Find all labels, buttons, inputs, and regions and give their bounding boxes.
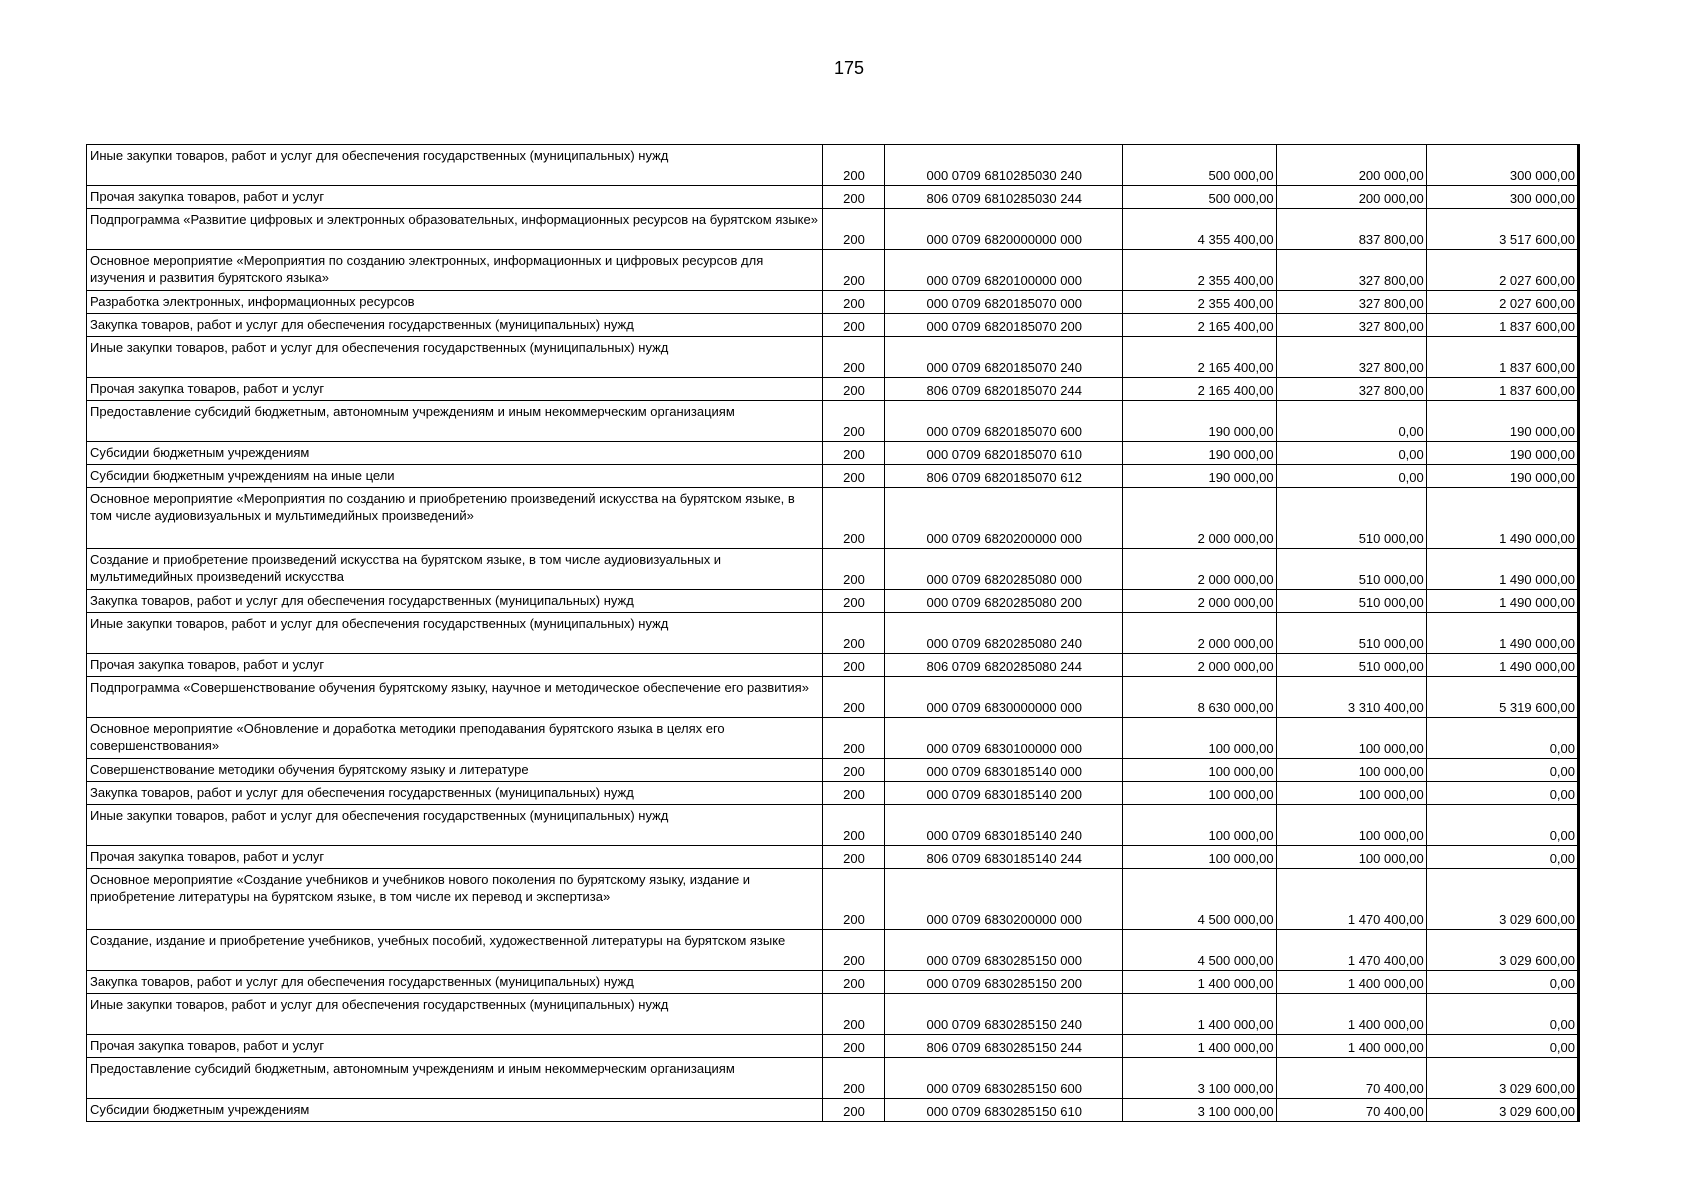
row-name-cell: Закупка товаров, работ и услуг для обеспечения государственных (муниципальных) нужд <box>87 590 823 613</box>
row-budget-code-cell: 000 0709 6830185140 240 <box>885 805 1123 846</box>
row-value-3-cell: 0,00 <box>1426 805 1578 846</box>
row-value-2-cell: 0,00 <box>1276 401 1426 442</box>
row-name-cell: Основное мероприятие «Создание учебников и учебников нового поколения по бурятскому языку, издание и приобретение литературы на бурятском языке, в том числе их перевод и экспертиза» <box>87 869 823 930</box>
row-admin-code-cell: 200 <box>822 846 884 869</box>
budget-table-body <box>87 145 1579 1122</box>
row-budget-code-cell: 806 0709 6820185070 612 <box>885 465 1123 488</box>
table-row <box>87 654 1579 677</box>
row-value-3-cell: 1 490 000,00 <box>1426 488 1578 549</box>
row-value-1-cell: 2 000 000,00 <box>1123 654 1276 677</box>
row-name-cell: Закупка товаров, работ и услуг для обеспечения государственных (муниципальных) нужд <box>87 782 823 805</box>
row-budget-code-cell: 000 0709 6820000000 000 <box>885 209 1123 250</box>
row-admin-code-cell: 200 <box>822 314 884 337</box>
row-admin-code-cell: 200 <box>822 654 884 677</box>
table-row <box>87 337 1579 378</box>
row-value-3-cell: 1 490 000,00 <box>1426 590 1578 613</box>
row-name-cell: Субсидии бюджетным учреждениям <box>87 442 823 465</box>
row-name-cell: Иные закупки товаров, работ и услуг для обеспечения государственных (муниципальных) нужд <box>87 613 823 654</box>
table-row <box>87 250 1579 291</box>
row-name-cell: Иные закупки товаров, работ и услуг для обеспечения государственных (муниципальных) нужд <box>87 994 823 1035</box>
table-row <box>87 677 1579 718</box>
row-value-2-cell: 100 000,00 <box>1276 846 1426 869</box>
table-row <box>87 782 1579 805</box>
row-admin-code-cell: 200 <box>822 759 884 782</box>
row-admin-code-cell: 200 <box>822 488 884 549</box>
row-value-2-cell: 1 400 000,00 <box>1276 994 1426 1035</box>
row-value-2-cell: 327 800,00 <box>1276 250 1426 291</box>
row-value-2-cell: 510 000,00 <box>1276 654 1426 677</box>
row-admin-code-cell: 200 <box>822 971 884 994</box>
row-budget-code-cell: 000 0709 6830285150 000 <box>885 930 1123 971</box>
row-value-3-cell: 3 517 600,00 <box>1426 209 1578 250</box>
row-admin-code-cell: 200 <box>822 465 884 488</box>
row-budget-code-cell: 000 0709 6820185070 600 <box>885 401 1123 442</box>
row-admin-code-cell: 200 <box>822 718 884 759</box>
row-budget-code-cell: 000 0709 6830185140 200 <box>885 782 1123 805</box>
row-admin-code-cell: 200 <box>822 930 884 971</box>
row-value-1-cell: 3 100 000,00 <box>1123 1058 1276 1099</box>
row-value-2-cell: 510 000,00 <box>1276 488 1426 549</box>
row-value-1-cell: 190 000,00 <box>1123 401 1276 442</box>
table-row <box>87 759 1579 782</box>
row-budget-code-cell: 000 0709 6830285150 600 <box>885 1058 1123 1099</box>
row-admin-code-cell: 200 <box>822 291 884 314</box>
row-value-3-cell: 0,00 <box>1426 971 1578 994</box>
row-value-1-cell: 1 400 000,00 <box>1123 994 1276 1035</box>
table-row <box>87 994 1579 1035</box>
row-value-3-cell: 3 029 600,00 <box>1426 1099 1578 1122</box>
row-value-1-cell: 3 100 000,00 <box>1123 1099 1276 1122</box>
row-value-3-cell: 3 029 600,00 <box>1426 1058 1578 1099</box>
row-value-1-cell: 8 630 000,00 <box>1123 677 1276 718</box>
row-value-2-cell: 1 400 000,00 <box>1276 1035 1426 1058</box>
row-budget-code-cell: 000 0709 6820100000 000 <box>885 250 1123 291</box>
row-admin-code-cell: 200 <box>822 613 884 654</box>
row-value-2-cell: 0,00 <box>1276 442 1426 465</box>
row-budget-code-cell: 000 0709 6830100000 000 <box>885 718 1123 759</box>
table-row <box>87 718 1579 759</box>
row-name-cell: Иные закупки товаров, работ и услуг для обеспечения государственных (муниципальных) нужд <box>87 805 823 846</box>
row-value-3-cell: 1 490 000,00 <box>1426 613 1578 654</box>
row-value-1-cell: 2 000 000,00 <box>1123 549 1276 590</box>
row-value-3-cell: 0,00 <box>1426 782 1578 805</box>
row-budget-code-cell: 000 0709 6820185070 000 <box>885 291 1123 314</box>
row-admin-code-cell: 200 <box>822 442 884 465</box>
row-value-2-cell: 837 800,00 <box>1276 209 1426 250</box>
row-name-cell: Основное мероприятие «Мероприятия по созданию электронных, информационных и цифровых ресурсов для изучения и развития бурятского языка» <box>87 250 823 291</box>
row-value-1-cell: 2 000 000,00 <box>1123 488 1276 549</box>
row-name-cell: Подпрограмма «Совершенствование обучения бурятскому языку, научное и методическое обеспечение его развития» <box>87 677 823 718</box>
row-value-1-cell: 2 165 400,00 <box>1123 378 1276 401</box>
row-value-2-cell: 327 800,00 <box>1276 378 1426 401</box>
row-value-2-cell: 1 400 000,00 <box>1276 971 1426 994</box>
row-name-cell: Разработка электронных, информационных ресурсов <box>87 291 823 314</box>
row-value-3-cell: 3 029 600,00 <box>1426 869 1578 930</box>
row-value-3-cell: 2 027 600,00 <box>1426 291 1578 314</box>
table-row <box>87 846 1579 869</box>
row-budget-code-cell: 806 0709 6810285030 244 <box>885 186 1123 209</box>
table-row <box>87 1035 1579 1058</box>
row-budget-code-cell: 000 0709 6830285150 610 <box>885 1099 1123 1122</box>
row-value-1-cell: 100 000,00 <box>1123 805 1276 846</box>
row-value-1-cell: 190 000,00 <box>1123 465 1276 488</box>
row-budget-code-cell: 000 0709 6830185140 000 <box>885 759 1123 782</box>
row-value-3-cell: 0,00 <box>1426 718 1578 759</box>
row-value-1-cell: 100 000,00 <box>1123 782 1276 805</box>
row-value-2-cell: 510 000,00 <box>1276 613 1426 654</box>
row-value-2-cell: 200 000,00 <box>1276 186 1426 209</box>
table-row <box>87 1099 1579 1122</box>
row-value-3-cell: 0,00 <box>1426 759 1578 782</box>
row-budget-code-cell: 000 0709 6830200000 000 <box>885 869 1123 930</box>
row-value-3-cell: 0,00 <box>1426 1035 1578 1058</box>
row-value-1-cell: 1 400 000,00 <box>1123 971 1276 994</box>
row-budget-code-cell: 000 0709 6820285080 240 <box>885 613 1123 654</box>
table-row <box>87 930 1579 971</box>
table-row <box>87 1058 1579 1099</box>
row-name-cell: Основное мероприятие «Обновление и доработка методики преподавания бурятского языка в целях его совершенствования» <box>87 718 823 759</box>
row-name-cell: Иные закупки товаров, работ и услуг для обеспечения государственных (муниципальных) нужд <box>87 337 823 378</box>
row-value-3-cell: 300 000,00 <box>1426 145 1578 186</box>
row-name-cell: Создание, издание и приобретение учебников, учебных пособий, художественной литературы на бурятском языке <box>87 930 823 971</box>
row-admin-code-cell: 200 <box>822 250 884 291</box>
budget-table <box>86 144 1580 1122</box>
table-row <box>87 401 1579 442</box>
table-row <box>87 186 1579 209</box>
table-row <box>87 488 1579 549</box>
row-name-cell: Совершенствование методики обучения бурятскому языку и литературе <box>87 759 823 782</box>
row-value-3-cell: 1 837 600,00 <box>1426 337 1578 378</box>
row-admin-code-cell: 200 <box>822 1099 884 1122</box>
row-admin-code-cell: 200 <box>822 145 884 186</box>
row-name-cell: Прочая закупка товаров, работ и услуг <box>87 378 823 401</box>
row-value-3-cell: 0,00 <box>1426 846 1578 869</box>
row-name-cell: Подпрограмма «Развитие цифровых и электронных образовательных, информационных ресурсов на бурятском языке» <box>87 209 823 250</box>
row-value-2-cell: 70 400,00 <box>1276 1058 1426 1099</box>
table-row <box>87 145 1579 186</box>
row-value-1-cell: 4 500 000,00 <box>1123 930 1276 971</box>
row-name-cell: Субсидии бюджетным учреждениям <box>87 1099 823 1122</box>
row-budget-code-cell: 000 0709 6830285150 240 <box>885 994 1123 1035</box>
row-value-1-cell: 100 000,00 <box>1123 759 1276 782</box>
row-value-3-cell: 300 000,00 <box>1426 186 1578 209</box>
row-value-1-cell: 2 355 400,00 <box>1123 291 1276 314</box>
row-name-cell: Предоставление субсидий бюджетным, автономным учреждениям и иным некоммерческим организациям <box>87 1058 823 1099</box>
row-budget-code-cell: 000 0709 6810285030 240 <box>885 145 1123 186</box>
row-value-3-cell: 3 029 600,00 <box>1426 930 1578 971</box>
row-value-3-cell: 190 000,00 <box>1426 442 1578 465</box>
row-admin-code-cell: 200 <box>822 869 884 930</box>
row-value-2-cell: 1 470 400,00 <box>1276 869 1426 930</box>
row-name-cell: Субсидии бюджетным учреждениям на иные цели <box>87 465 823 488</box>
row-value-3-cell: 1 837 600,00 <box>1426 314 1578 337</box>
row-budget-code-cell: 000 0709 6820285080 200 <box>885 590 1123 613</box>
row-value-1-cell: 100 000,00 <box>1123 718 1276 759</box>
table-row <box>87 869 1579 930</box>
row-value-1-cell: 2 355 400,00 <box>1123 250 1276 291</box>
table-row <box>87 549 1579 590</box>
row-value-1-cell: 2 165 400,00 <box>1123 337 1276 378</box>
table-row <box>87 805 1579 846</box>
row-value-1-cell: 500 000,00 <box>1123 186 1276 209</box>
row-value-2-cell: 100 000,00 <box>1276 782 1426 805</box>
row-value-2-cell: 327 800,00 <box>1276 291 1426 314</box>
row-budget-code-cell: 806 0709 6820185070 244 <box>885 378 1123 401</box>
table-row <box>87 613 1579 654</box>
row-name-cell: Предоставление субсидий бюджетным, автономным учреждениям и иным некоммерческим организациям <box>87 401 823 442</box>
row-admin-code-cell: 200 <box>822 378 884 401</box>
row-admin-code-cell: 200 <box>822 549 884 590</box>
row-budget-code-cell: 000 0709 6830000000 000 <box>885 677 1123 718</box>
row-name-cell: Прочая закупка товаров, работ и услуг <box>87 654 823 677</box>
table-row <box>87 442 1579 465</box>
row-value-3-cell: 1 837 600,00 <box>1426 378 1578 401</box>
row-name-cell: Прочая закупка товаров, работ и услуг <box>87 846 823 869</box>
row-value-1-cell: 500 000,00 <box>1123 145 1276 186</box>
row-name-cell: Закупка товаров, работ и услуг для обеспечения государственных (муниципальных) нужд <box>87 971 823 994</box>
row-value-2-cell: 200 000,00 <box>1276 145 1426 186</box>
row-budget-code-cell: 806 0709 6830185140 244 <box>885 846 1123 869</box>
row-value-1-cell: 2 000 000,00 <box>1123 613 1276 654</box>
row-value-2-cell: 1 470 400,00 <box>1276 930 1426 971</box>
row-budget-code-cell: 000 0709 6820185070 610 <box>885 442 1123 465</box>
table-row <box>87 378 1579 401</box>
table-row <box>87 314 1579 337</box>
row-name-cell: Прочая закупка товаров, работ и услуг <box>87 1035 823 1058</box>
row-value-2-cell: 70 400,00 <box>1276 1099 1426 1122</box>
row-admin-code-cell: 200 <box>822 994 884 1035</box>
row-value-1-cell: 2 000 000,00 <box>1123 590 1276 613</box>
row-budget-code-cell: 000 0709 6820285080 000 <box>885 549 1123 590</box>
row-budget-code-cell: 000 0709 6830285150 200 <box>885 971 1123 994</box>
row-admin-code-cell: 200 <box>822 1035 884 1058</box>
row-admin-code-cell: 200 <box>822 590 884 613</box>
row-name-cell: Закупка товаров, работ и услуг для обеспечения государственных (муниципальных) нужд <box>87 314 823 337</box>
table-row <box>87 971 1579 994</box>
row-value-3-cell: 1 490 000,00 <box>1426 549 1578 590</box>
row-admin-code-cell: 200 <box>822 401 884 442</box>
row-value-1-cell: 100 000,00 <box>1123 846 1276 869</box>
row-value-3-cell: 0,00 <box>1426 994 1578 1035</box>
row-admin-code-cell: 200 <box>822 337 884 378</box>
row-admin-code-cell: 200 <box>822 209 884 250</box>
table-row <box>87 209 1579 250</box>
row-admin-code-cell: 200 <box>822 1058 884 1099</box>
row-value-2-cell: 100 000,00 <box>1276 759 1426 782</box>
row-value-3-cell: 190 000,00 <box>1426 465 1578 488</box>
row-admin-code-cell: 200 <box>822 805 884 846</box>
table-row <box>87 590 1579 613</box>
row-budget-code-cell: 806 0709 6820285080 244 <box>885 654 1123 677</box>
row-value-3-cell: 190 000,00 <box>1426 401 1578 442</box>
row-value-2-cell: 327 800,00 <box>1276 314 1426 337</box>
row-value-2-cell: 100 000,00 <box>1276 805 1426 846</box>
row-admin-code-cell: 200 <box>822 677 884 718</box>
page-number: 175 <box>833 58 865 78</box>
row-name-cell: Прочая закупка товаров, работ и услуг <box>87 186 823 209</box>
table-row <box>87 291 1579 314</box>
row-value-1-cell: 1 400 000,00 <box>1123 1035 1276 1058</box>
row-value-1-cell: 2 165 400,00 <box>1123 314 1276 337</box>
row-value-3-cell: 2 027 600,00 <box>1426 250 1578 291</box>
row-value-2-cell: 0,00 <box>1276 465 1426 488</box>
row-value-3-cell: 5 319 600,00 <box>1426 677 1578 718</box>
row-value-2-cell: 100 000,00 <box>1276 718 1426 759</box>
row-value-2-cell: 510 000,00 <box>1276 590 1426 613</box>
row-name-cell: Создание и приобретение произведений искусства на бурятском языке, в том числе аудиовизуальных и мультимедийных произведений искусства <box>87 549 823 590</box>
row-admin-code-cell: 200 <box>822 186 884 209</box>
row-value-3-cell: 1 490 000,00 <box>1426 654 1578 677</box>
row-admin-code-cell: 200 <box>822 782 884 805</box>
row-budget-code-cell: 000 0709 6820185070 200 <box>885 314 1123 337</box>
table-row <box>87 465 1579 488</box>
row-budget-code-cell: 000 0709 6820200000 000 <box>885 488 1123 549</box>
row-value-2-cell: 327 800,00 <box>1276 337 1426 378</box>
row-value-2-cell: 3 310 400,00 <box>1276 677 1426 718</box>
row-value-1-cell: 190 000,00 <box>1123 442 1276 465</box>
row-budget-code-cell: 806 0709 6830285150 244 <box>885 1035 1123 1058</box>
row-value-1-cell: 4 355 400,00 <box>1123 209 1276 250</box>
row-budget-code-cell: 000 0709 6820185070 240 <box>885 337 1123 378</box>
row-value-1-cell: 4 500 000,00 <box>1123 869 1276 930</box>
row-name-cell: Основное мероприятие «Мероприятия по созданию и приобретению произведений искусства на бурятском языке, в том числе аудиовизуальных и мультимедийных произведений» <box>87 488 823 549</box>
row-name-cell: Иные закупки товаров, работ и услуг для обеспечения государственных (муниципальных) нужд <box>87 145 823 186</box>
row-value-2-cell: 510 000,00 <box>1276 549 1426 590</box>
